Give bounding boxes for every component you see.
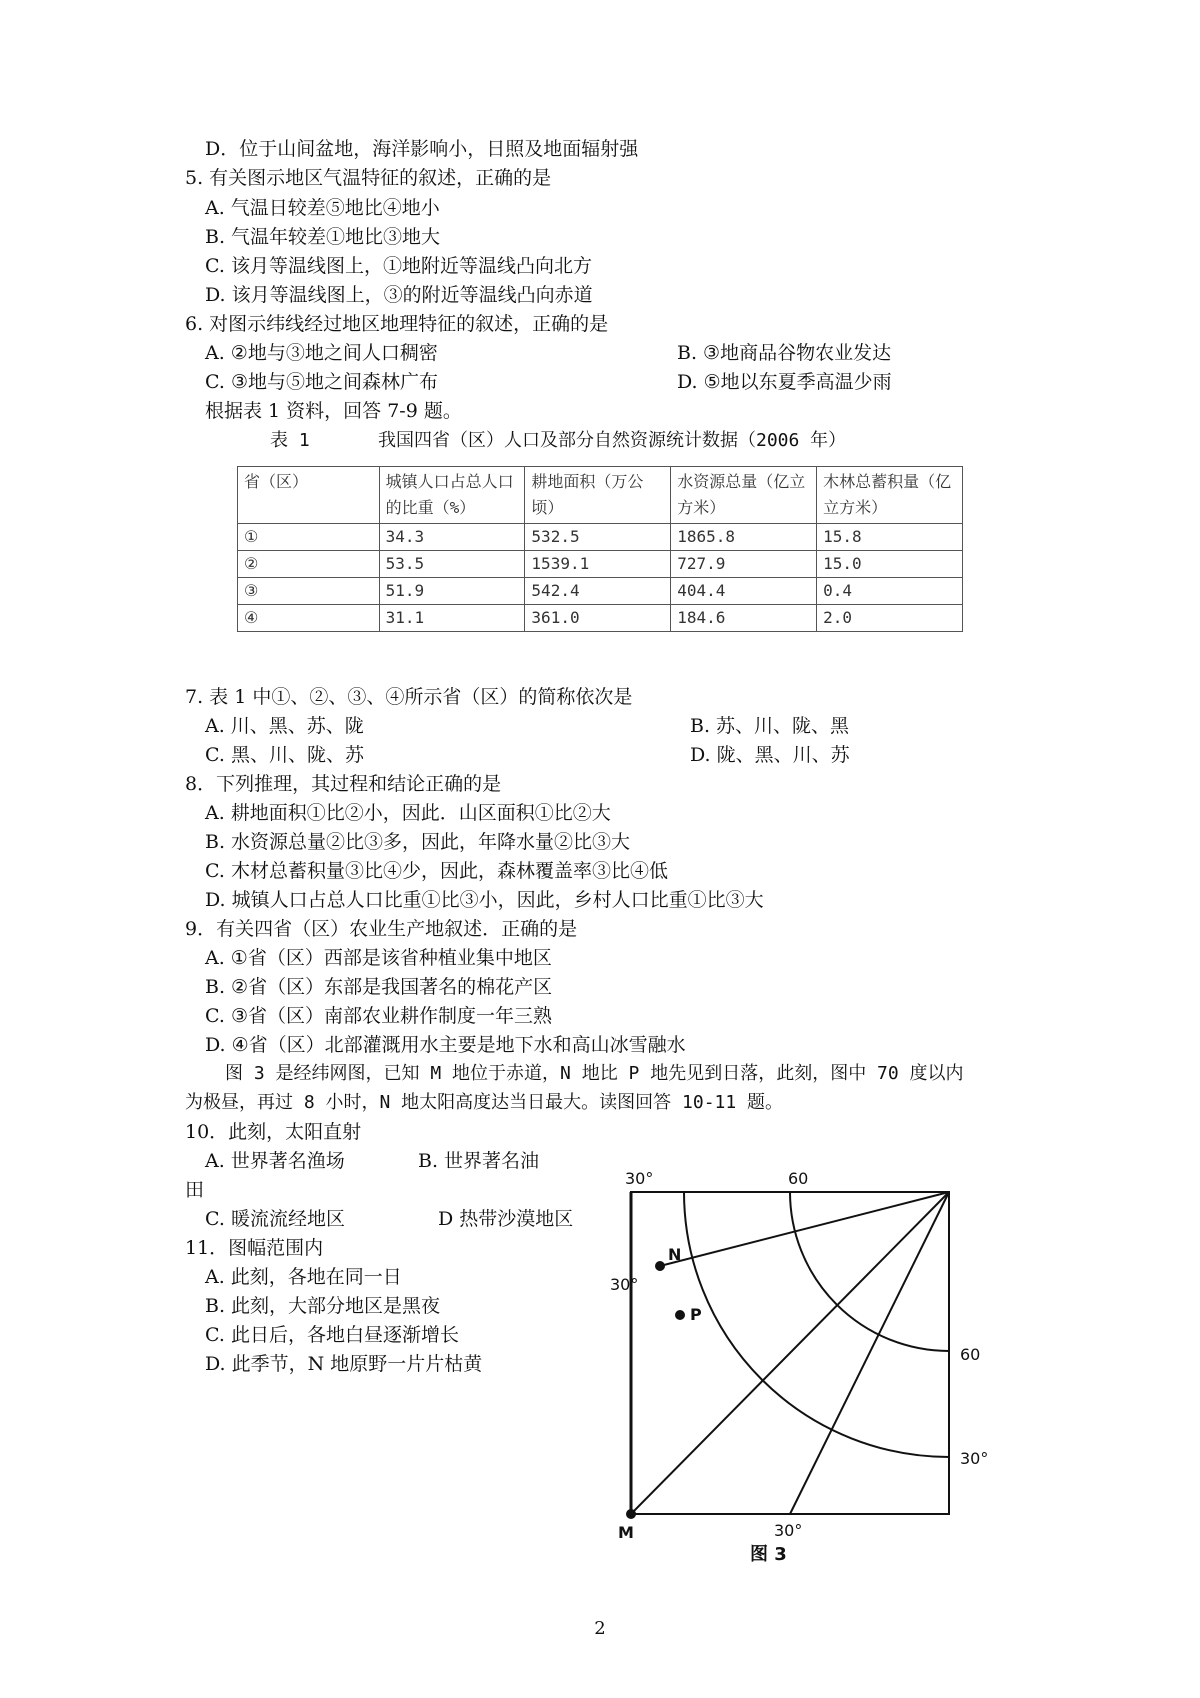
q11-option-d: D. 此季节，N 地原野一片片枯黄 — [205, 1353, 483, 1375]
meridian-line — [631, 1192, 949, 1514]
table-row — [238, 524, 963, 551]
q8-option-a: A. 耕地面积①比②小，因此．山区面积①比②大 — [205, 802, 611, 824]
label-left-30: 30° — [610, 1275, 639, 1294]
label-bottom-30: 30° — [774, 1521, 803, 1540]
table-header: 耕地面积（万公顷） — [525, 467, 671, 524]
table-header: 城镇人口占总人口的比重（%） — [379, 467, 525, 524]
q5-stem: 5. 有关图示地区气温特征的叙述，正确的是 — [185, 167, 552, 189]
q8-stem: 8．下列推理，其过程和结论正确的是 — [185, 773, 502, 795]
q10-option-d: D 热带沙漠地区 — [438, 1208, 574, 1230]
table-cell: 31.1 — [379, 605, 525, 632]
q8-option-d: D. 城镇人口占总人口比重①比③小，因此，乡村人口比重①比③大 — [205, 889, 764, 911]
q10-option-b-part2: 田 — [185, 1179, 205, 1201]
q8-option-b: B. 水资源总量②比③多，因此，年降水量②比③大 — [205, 831, 631, 853]
figure-caption: 图 3 — [750, 1544, 787, 1564]
table-cell: 15.8 — [817, 524, 963, 551]
table-cell: 2.0 — [817, 605, 963, 632]
table-header: 省（区） — [238, 467, 380, 524]
label-top-left-30: 30° — [625, 1169, 654, 1188]
table-cell: 727.9 — [671, 551, 817, 578]
meridian-line — [660, 1192, 949, 1266]
table-row — [238, 605, 963, 632]
table-row — [238, 578, 963, 605]
q9-option-d: D. ④省（区）北部灌溉用水主要是地下水和高山冰雪融水 — [205, 1034, 686, 1056]
table-cell: 542.4 — [525, 578, 671, 605]
point-n-marker — [655, 1261, 665, 1271]
table-cell: 0.4 — [817, 578, 963, 605]
q5-option-b: B. 气温年较差①地比③地大 — [205, 226, 441, 248]
table-instruction: 根据表 1 资料，回答 7-9 题。 — [205, 400, 462, 422]
q9-option-a: A. ①省（区）西部是该省种植业集中地区 — [205, 947, 552, 969]
page-number: 2 — [594, 1618, 606, 1639]
table-cell: ① — [238, 524, 380, 551]
q10-stem: 10．此刻，太阳直射 — [185, 1121, 362, 1143]
q4-option-d: D．位于山间盆地，海洋影响小，日照及地面辐射强 — [205, 138, 639, 160]
q11-option-c: C. 此日后，各地白昼逐渐增长 — [205, 1324, 459, 1346]
table-header: 水资源总量（亿立方米） — [671, 467, 817, 524]
table-cell: 361.0 — [525, 605, 671, 632]
q6-stem: 6. 对图示纬线经过地区地理特征的叙述，正确的是 — [185, 313, 609, 335]
table-cell: 34.3 — [379, 524, 525, 551]
table-header: 木林总蓄积量（亿立方米） — [817, 467, 963, 524]
q5-option-d: D. 该月等温线图上，③的附近等温线凸向赤道 — [205, 284, 593, 306]
table-row — [238, 551, 963, 578]
q6-option-b: B. ③地商品谷物农业发达 — [677, 342, 892, 364]
label-m: M — [618, 1523, 634, 1542]
q7-option-d: D. 陇、黑、川、苏 — [690, 744, 850, 766]
table-cell: 1865.8 — [671, 524, 817, 551]
table-cell: 51.9 — [379, 578, 525, 605]
label-right-60: 60 — [960, 1345, 981, 1364]
q7-option-a: A. 川、黑、苏、陇 — [205, 715, 364, 737]
q10-option-a: A. 世界著名渔场 — [205, 1150, 345, 1172]
label-right-30: 30° — [960, 1449, 989, 1468]
q7-stem: 7. 表 1 中①、②、③、④所示省（区）的简称依次是 — [185, 686, 633, 708]
label-top-60: 60 — [788, 1169, 809, 1188]
intro-line-1: 图 3 是经纬网图，已知 M 地位于赤道，N 地比 P 地先见到日落，此刻，图中 70 度以内 — [225, 1063, 964, 1084]
q9-option-b: B. ②省（区）东部是我国著名的棉花产区 — [205, 976, 553, 998]
q6-option-d: D. ⑤地以东夏季高温少雨 — [677, 371, 892, 393]
q5-option-a: A. 气温日较差⑤地比④地小 — [205, 197, 440, 219]
q7-option-c: C. 黑、川、陇、苏 — [205, 744, 364, 766]
q6-option-a: A. ②地与③地之间人口稠密 — [205, 342, 438, 364]
label-n: N — [668, 1245, 682, 1264]
point-p-marker — [675, 1310, 685, 1320]
table-cell: 532.5 — [525, 524, 671, 551]
table-caption-title: 我国四省（区）人口及部分自然资源统计数据（2006 年） — [378, 430, 847, 451]
meridian-line — [790, 1192, 949, 1514]
table-cell: 53.5 — [379, 551, 525, 578]
table-cell: 184.6 — [671, 605, 817, 632]
table-cell: 15.0 — [817, 551, 963, 578]
table-cell: 1539.1 — [525, 551, 671, 578]
q11-stem: 11．图幅范围内 — [185, 1237, 324, 1259]
label-p: P — [690, 1305, 702, 1324]
q11-option-a: A. 此刻，各地在同一日 — [205, 1266, 402, 1288]
q9-option-c: C. ③省（区）南部农业耕作制度一年三熟 — [205, 1005, 552, 1027]
q10-option-c: C. 暖流流经地区 — [205, 1208, 345, 1230]
table-header-row — [238, 467, 963, 524]
stats-table — [237, 466, 963, 632]
figure-3-graticule — [610, 1160, 1000, 1564]
q11-option-b: B. 此刻，大部分地区是黑夜 — [205, 1295, 441, 1317]
table-cell: 404.4 — [671, 578, 817, 605]
table-cell: ④ — [238, 605, 380, 632]
q9-stem: 9．有关四省（区）农业生产地叙述．正确的是 — [185, 918, 578, 940]
table-cell: ③ — [238, 578, 380, 605]
intro-line-2: 为极昼，再过 8 小时，N 地太阳高度达当日最大。读图回答 10-11 题。 — [185, 1092, 784, 1113]
table-caption-label: 表 1 — [270, 430, 310, 451]
q6-option-c: C. ③地与⑤地之间森林广布 — [205, 371, 438, 393]
point-m-marker — [626, 1509, 636, 1519]
q7-option-b: B. 苏、川、陇、黑 — [690, 715, 850, 737]
q8-option-c: C. 木材总蓄积量③比④少，因此，森林覆盖率③比④低 — [205, 860, 668, 882]
q5-option-c: C. 该月等温线图上，①地附近等温线凸向北方 — [205, 255, 592, 277]
table-cell: ② — [238, 551, 380, 578]
q10-option-b-part1: B. 世界著名油 — [418, 1150, 540, 1172]
